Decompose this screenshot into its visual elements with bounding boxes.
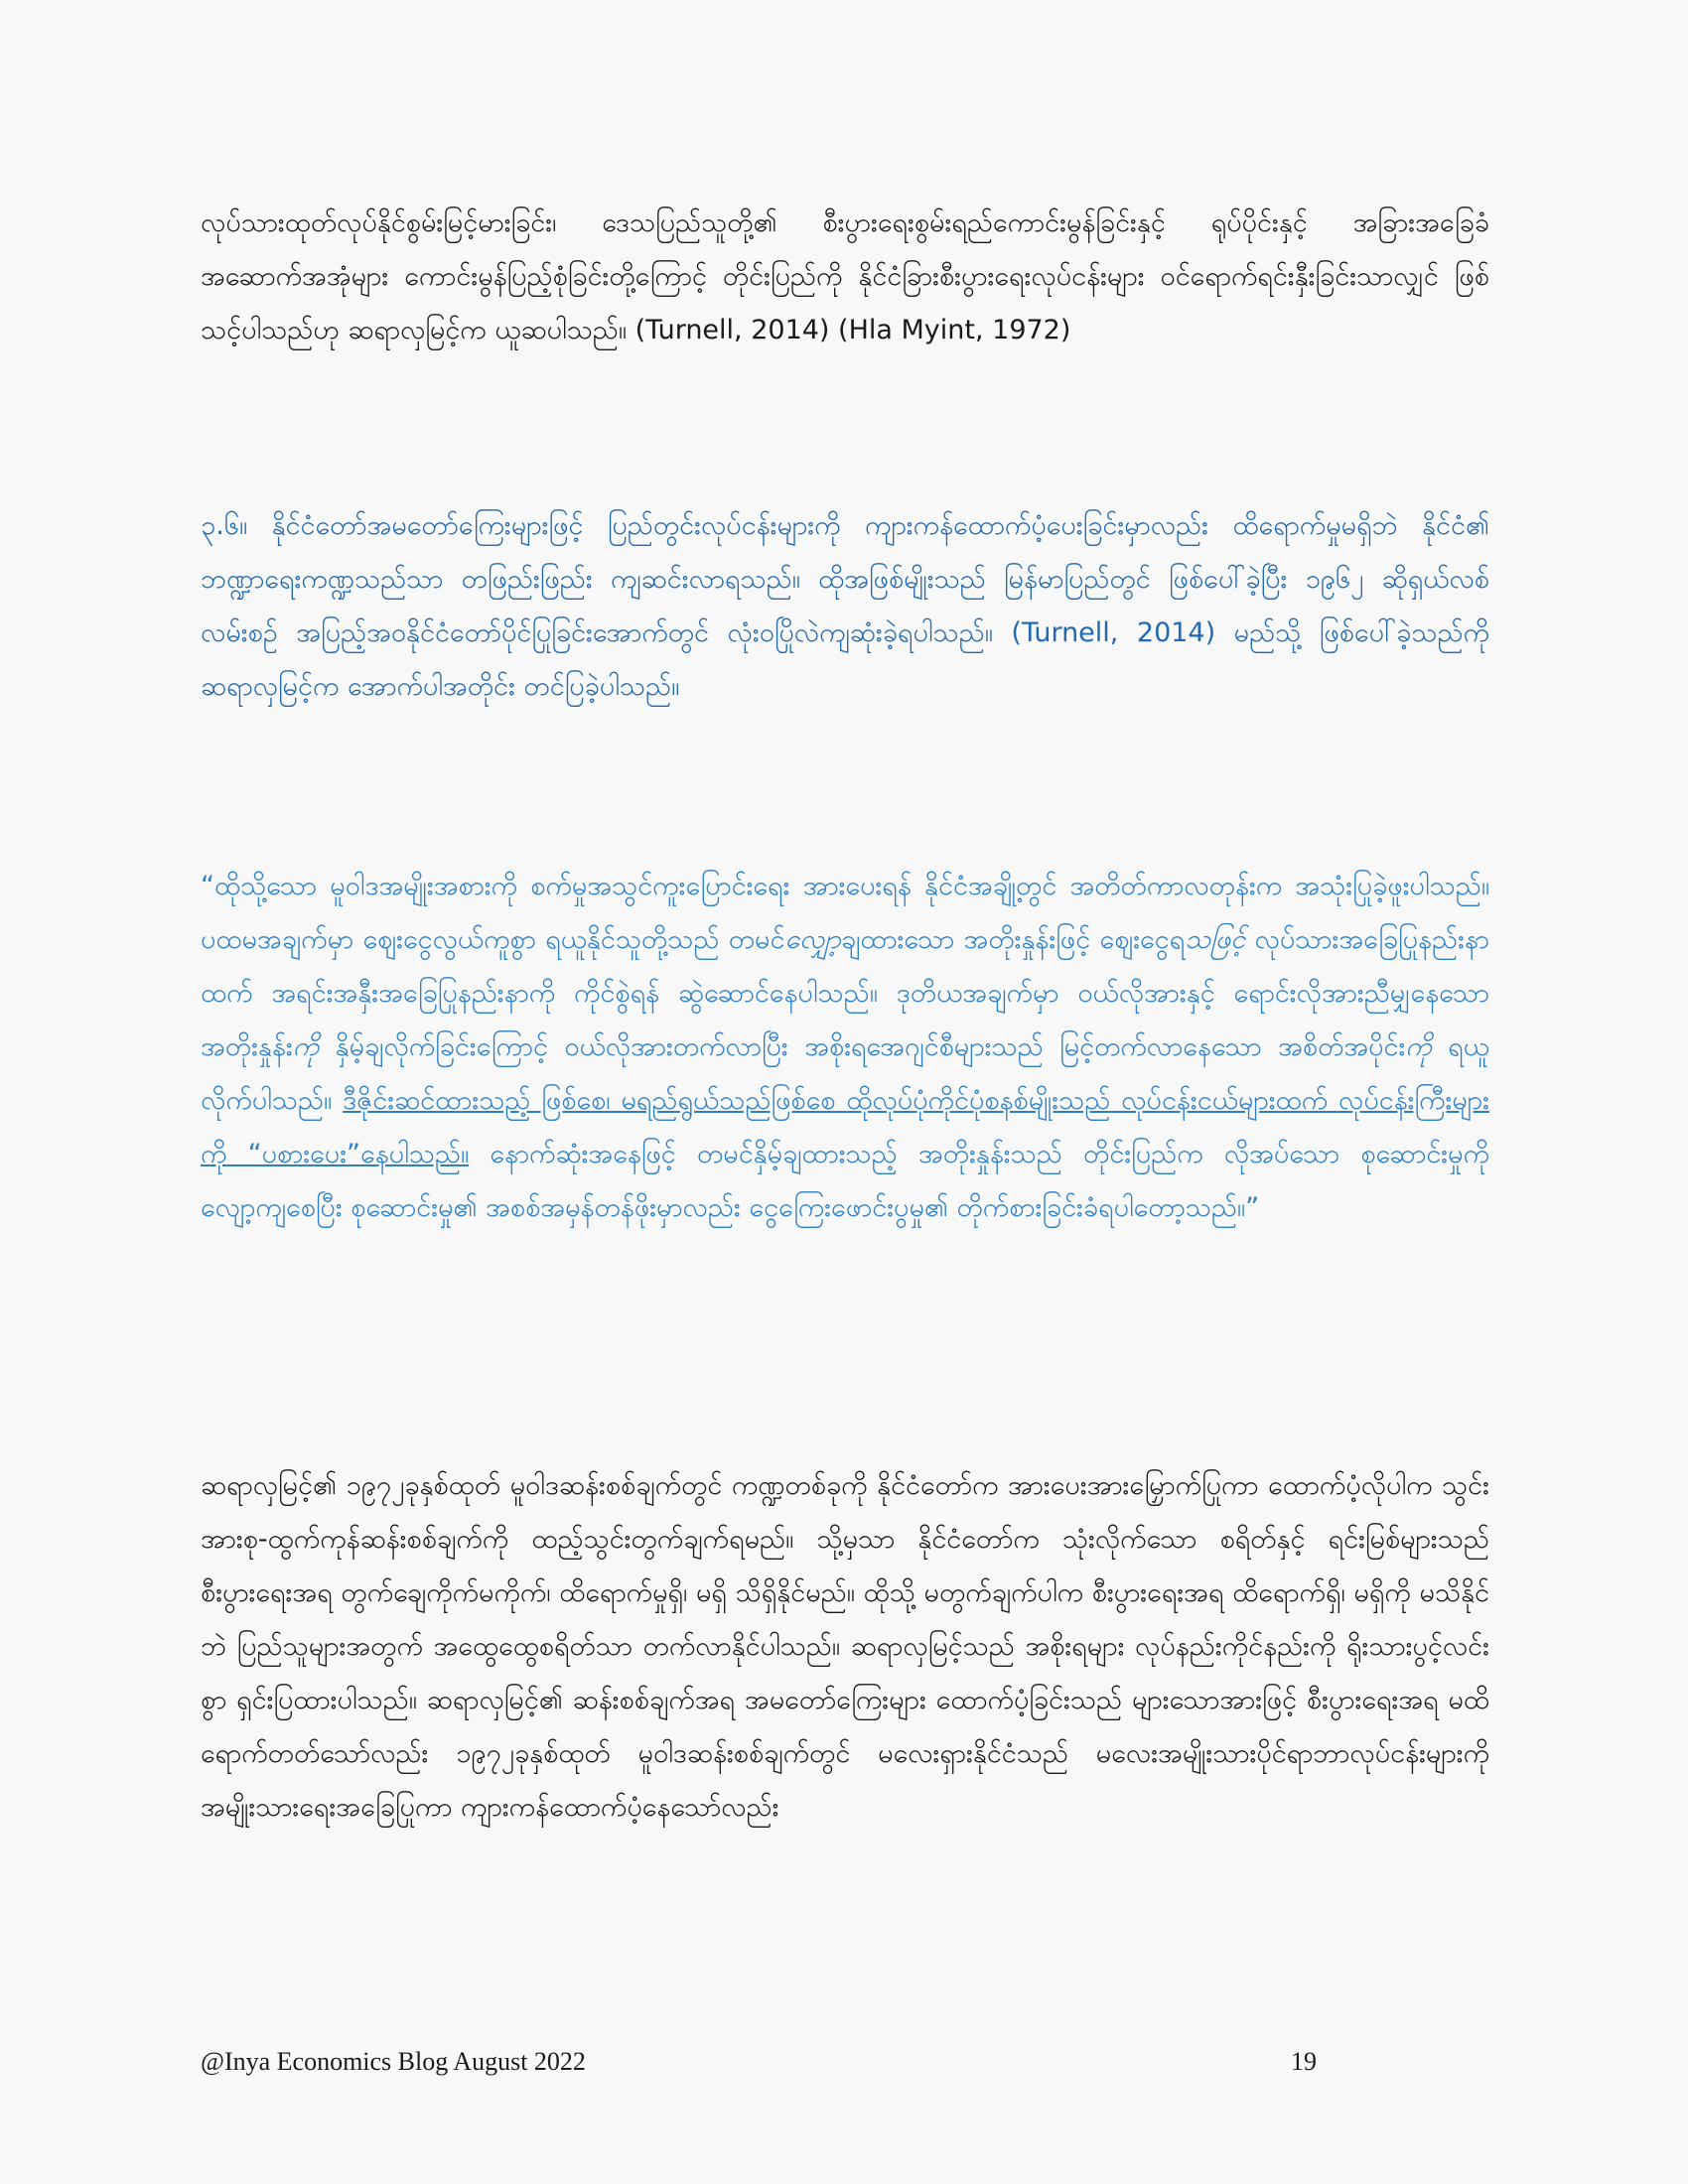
quote-italic-word-3: ကို — [292, 1031, 320, 1062]
section-3-6-paragraph: ၃.၆။ နိုင်ငံတော်အမတော်ကြေးများဖြင့် ပြည်တွင်းလုပ်ငန်းများကို ကျားကန်ထောက်ပံ့ပေးခြင်းမှာလည်း ထိရောက်မှုမရှိဘဲ နိုင်ငံ၏ ဘဏ္ဍာရေးကဏ္ဍသည်သာ တဖြည်းဖြည်း ကျဆင်းလာရသည်။ ထိုအဖြစ်မျိုးသည် မြန်မာပြည်တွင် ဖြစ်ပေါ်ခဲ့ပြီး ၁၉၆၂ ဆိုရှယ်လစ်လမ်းစဉ် အပြည့်အဝနိုင်ငံတော်ပိုင်ပြုခြင်းအောက်တွင် လုံးဝပြိုလဲကျဆုံးခဲ့ရပါသည်။ (Turnell, 2014) မည်သို့ ဖြစ်ပေါ်ခဲ့သည်ကို ဆရာလှမြင့်က အောက်ပါအတိုင်း တင်ပြခဲ့ပါသည်။ — [201, 510, 1489, 702]
quote-text-c: ချထားသော အတိုးနှုန်းဖြင့် ဈေးငွေရ — [840, 924, 1186, 955]
quote-text-a: “ထိုသို့သော မူဝါဒအမျိုးအစားကို စက်မှုအသွင်ကူးပြောင်းရေး အားပေးရန် နိုင်ငံအချို့တွင် အတိတ်ကာလတုန်းက အသုံးပြုခဲ့ဖူးပါသည်။ ပထမအချက်မှာ ဈေးငွေလွယ်ကူစွာ ရယူနိုင်သူတို့သည် တမင် — [201, 871, 1489, 955]
quote-italic-word-1: လျှော့ — [784, 924, 841, 955]
quote-paragraph — [201, 860, 1489, 1235]
paragraph-4: ဆရာလှမြင့်၏ ၁၉၇၂ခုနှစ်ထုတ် မူဝါဒဆန်းစစ်ချက်တွင် ကဏ္ဍတစ်ခုကို နိုင်ငံတော်က အားပေးအားမြှောက်ပြုကာ ထောက်ပံ့လိုပါက သွင်းအားစု-ထွက်ကုန်ဆန်းစစ်ချက်ကို ထည့်သွင်းတွက်ချက်ရမည်။ သို့မှသာ နိုင်ငံတော်က သုံးလိုက်သော စရိတ်နှင့် ရင်းမြစ်များသည် စီးပွားရေးအရ တွက်ချေကိုက်မကိုက်၊ ထိရောက်မှုရှိ၊ မရှိ သိရှိနိုင်မည်။ ထိုသို့ မတွက်ချက်ပါက စီးပွားရေးအရ ထိရောက်ရှိ၊ မရှိကို မသိနိုင်ဘဲ ပြည်သူများအတွက် အထွေထွေစရိတ်သာ တက်လာနိုင်ပါသည်။ ဆရာလှမြင့်သည် အစိုးရများ လုပ်နည်းကိုင်နည်းကို ရိုးသားပွင့်လင်းစွာ ရှင်းပြထားပါသည်။ ဆရာလှမြင့်၏ ဆန်းစစ်ချက်အရ အမတော်ကြေးများ ထောက်ပံ့ခြင်းသည် များသောအားဖြင့် စီးပွားရေးအရ မထိရောက်တတ်သော်လည်း ၁၉၇၂ခုနှစ်ထုတ် မူဝါဒဆန်းစစ်ချက်တွင် မလေးရှားနိုင်ငံသည် မလေးအမျိုးသားပိုင်ရာဘာလုပ်ငန်းများကို အမျိုးသားရေးအခြေပြုကာ ကျားကန်ထောက်ပံ့နေသော်လည်း — [201, 1470, 1489, 1823]
paragraph-1: လုပ်သားထုတ်လုပ်နိုင်စွမ်းမြင့်မားခြင်း၊ ဒေသပြည်သူတို့၏ စီးပွားရေးစွမ်းရည်ကောင်းမွန်ခြင်းနှင့် ရုပ်ပိုင်းနှင့် အခြားအခြေခံအဆောက်အအုံများ ကောင်းမွန်ပြည့်စုံခြင်းတို့ကြောင့် တိုင်းပြည်ကို နိုင်ငံခြားစီးပွားရေးလုပ်ငန်းများ ဝင်ရောက်ရင်းနှီးခြင်းသာလျှင် ဖြစ်သင့်ပါသည်ဟု ဆရာလှမြင့်က ယူဆပါသည်။ (Turnell, 2014) (Hla Myint, 1972) — [201, 207, 1489, 345]
quote-text-e: လုပ်သားအခြေပြုနည်းနာထက် အရင်းအနှီးအခြေပြုနည်းနာကို ကိုင်စွဲရန် ဆွဲဆောင်နေပါသည်။ ဒုတိယအချက်မှာ ဝယ်လိုအားနှင့် ရောင်းလိုအားညီမျှနေသော အတိုးနှုန်း — [201, 924, 1489, 1062]
quote-text-i: ရယူလိုက်ပါသည်။ — [201, 1031, 1489, 1116]
quote-italic-word-2: သဖြင့် — [1185, 924, 1246, 955]
footer-blog-credit: @Inya Economics Blog August 2022 — [201, 2047, 586, 2076]
quote-italic-word-4: ကို — [1405, 1031, 1432, 1062]
quote-text-g: နှိမ့်ချလိုက်ခြင်းကြောင့် ဝယ်လိုအားတက်လာပြီး အစိုးရအေဂျင်စီများသည် မြင့်တက်လာနေသော အစိတ်အပိုင်း — [319, 1031, 1406, 1062]
quote-underlined-sentence: ဒီဇိုင်းဆင်ထားသည့် ဖြစ်စေ၊ မရည်ရွယ်သည်ဖြစ်စေ ထိုလုပ်ပုံကိုင်ပုံစနစ်မျိုးသည် လုပ်ငန်းငယ်များထက် လုပ်ငန်းကြီးများကို “ပစားပေး”နေပါသည်။ — [201, 1085, 1490, 1169]
quote-text-k: နောက်ဆုံးအနေဖြင့် တမင်နှိမ့်ချထားသည့် အတိုးနှုန်းသည် တိုင်းပြည်က လိုအပ်သော စုဆောင်းမှုကို လျော့ကျစေပြီး စုဆောင်းမှု၏ အစစ်အမှန်တန်ဖိုးမှာလည်း ငွေကြေးဖောင်းပွမှု၏ တိုက်စားခြင်းခံရပါတော့သည်။” — [201, 1139, 1489, 1223]
page-number: 19 — [1291, 2047, 1317, 2076]
